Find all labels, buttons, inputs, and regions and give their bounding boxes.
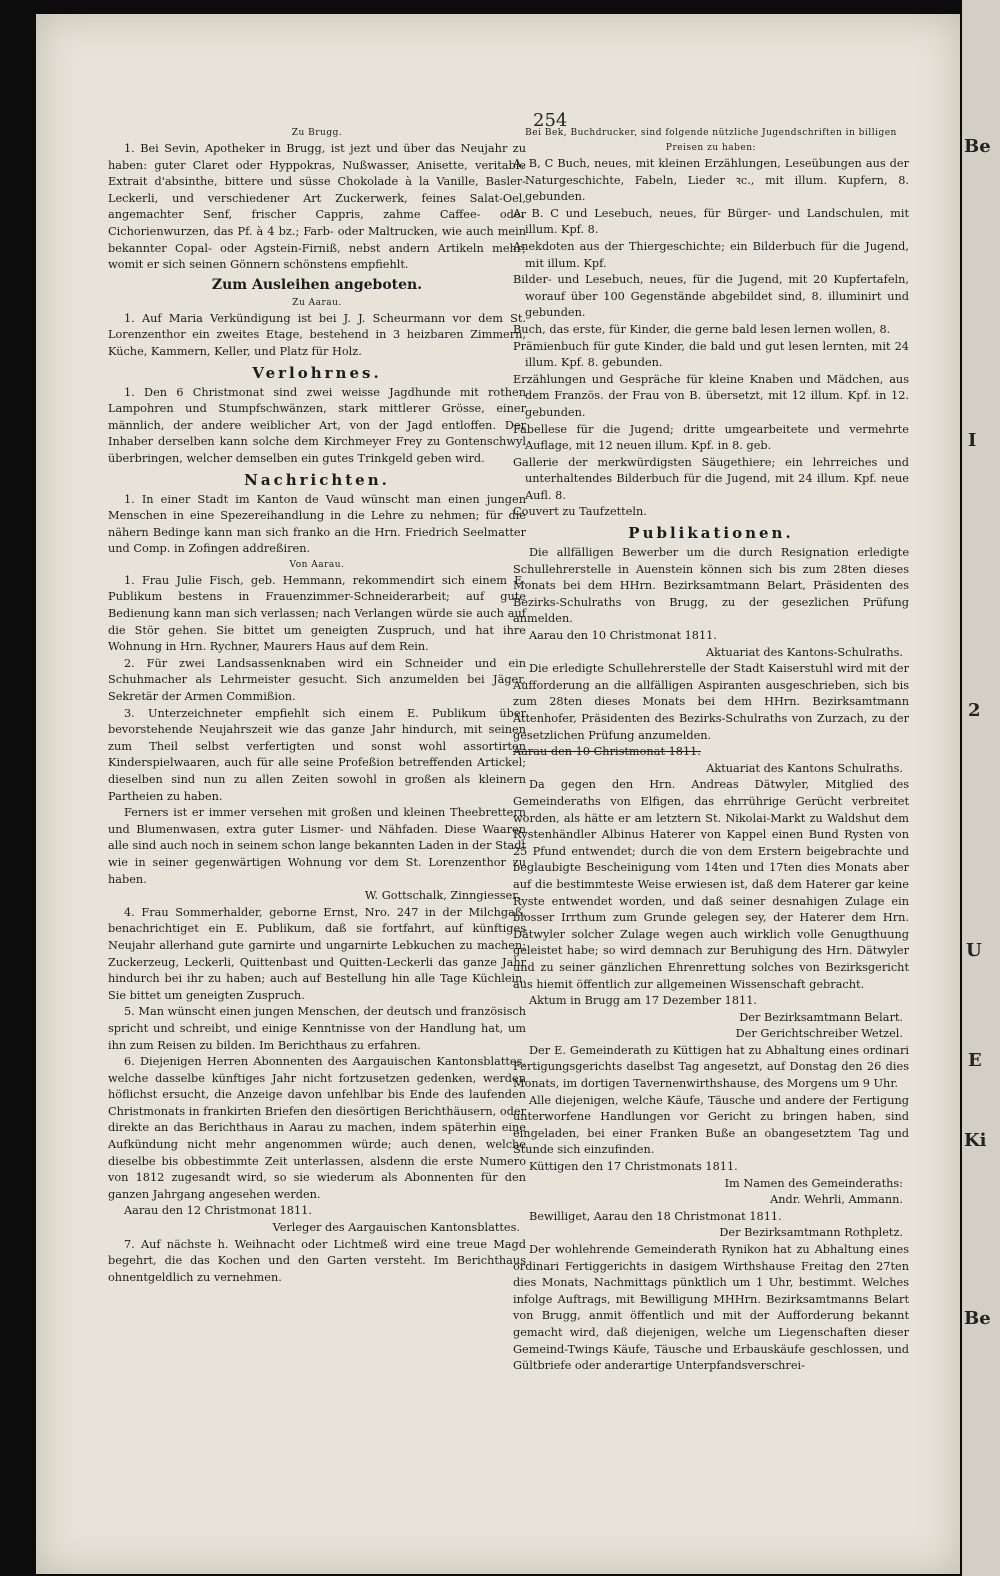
notice-paragraph: 1. In einer Stadt im Kanton de Vaud wünscht man einen jungen Menschen in eine Spezereihandlung in die Lehre zu nehmen; für die nähern Bedinge kann man sich franko an die Hrn. Friedrich Seelmatter und Comp. in Zofingen addreßiren. — [108, 492, 526, 556]
notice-paragraph: Die erledigte Schullehrerstelle der Stadt Kaiserstuhl wird mit der Aufforderung an die allfälligen Aspiranten ausgeschrieben, sich bis zum 28ten dieses Monats bei dem HHrn. Bezirksamtmann Attenhofer, Präsidenten des Bezirks-Schulraths von Zurzach, zu der gesetzlichen Prüfung anzumelden. — [513, 662, 909, 742]
signature-line: Aktuariat des Kantons Schulraths. — [706, 761, 903, 775]
notice-paragraph: Aarau den 12 Christmonat 1811. — [124, 1204, 312, 1218]
notice-paragraph: Aktum in Brugg am 17 Dezember 1811. — [529, 994, 757, 1008]
notice-paragraph: 7. Auf nächste h. Weihnacht oder Lichtmeß wird eine treue Magd begehrt, die das Kochen und den Garten versteht. Im Berichthaus ohnentgeldlich zu vernehmen. — [108, 1237, 526, 1284]
section-locality: Bei Bek, Buchdrucker, sind folgende nützliche Jugendschriften in billigen Preisen zu haben: — [525, 128, 897, 153]
section-locality: Von Aarau. — [289, 559, 345, 570]
notice-paragraph: 1. Bei Sevin, Apotheker in Brugg, ist jezt und über das Neujahr zu haben: guter Claret oder Hyppokras, Nußwasser, Anisette, veritable Extrait d'absinthe, bittere und süsse Chokolade à la Vanille, Basler-Leckerli, und verschiedener Art Zuckerwerk, feines Salat-Oel, angemachter Senf, frischer Cappris, zahme Caffee- oder Cichorienwurzen, das Pf. à 4 bz.; Farb- oder Maltrucken, wie auch mein bekannter Copal- oder Agstein-Firniß, nebst andern Artikeln mehr; womit er sich seinen Gönnern schönstens empfiehlt. — [108, 142, 526, 272]
notice-paragraph: 2. Für zwei Landsassenknaben wird ein Schneider und ein Schuhmacher als Lehrmeister gesucht. Sich anzumelden bei Jäger, Sekretär der Armen Commißion. — [108, 656, 526, 704]
left-column — [108, 126, 526, 1286]
book-list-item: A, B, C Buch, neues, mit kleinen Erzählungen, Leseübungen aus der Naturgeschichte, Fabeln, Lieder ꝛc., mit illum. Kupfern, 8. gebunden. — [513, 157, 909, 204]
notice-paragraph: 4. Frau Sommerhalder, geborne Ernst, Nro. 247 in der Milchgaß, benachrichtiget ein E. Publikum, daß sie fortfahrt, auf künftiges Neujahr allerhand gute garnirte und ungarnirte Lebkuchen zu machen; Zuckerzeug, Leckerli, Quittenbast und Quitten-Leckerli das ganze Jahr hindurch bei ihr zu haben; auch auf Bestellung hin alle Tage Küchlein. Sie bittet um geneigten Zuspruch. — [108, 905, 526, 1002]
notice-paragraph: Küttigen den 17 Christmonats 1811. — [529, 1160, 738, 1174]
section-heading: Publikationen. — [628, 524, 794, 543]
adjacent-page-fragment: E — [968, 1050, 982, 1071]
notice-paragraph: Ferners ist er immer versehen mit großen und kleinen Theebrettern und Blumenwasen, extra guter Lismer- und Nähfaden. Diese Waaren alle sind auch noch in seinem schon lange bekannten Laden in der Stadt wie in seiner gegenwärtigen Wohnung vor dem St. Lorenzenthor zu haben. — [108, 806, 526, 886]
page-number: 254 — [533, 110, 568, 131]
adjacent-page-fragment: U — [966, 940, 982, 961]
notice-paragraph: Alle diejenigen, welche Käufe, Täusche und andere der Fertigung unterworfene Handlungen vor Gericht zu bringen haben, sind eingeladen, bei einer Franken Buße an obangesetztem Tag und Stunde sich einzufinden. — [513, 1093, 909, 1157]
notice-paragraph: Der E. Gemeinderath zu Küttigen hat zu Abhaltung eines ordinari Fertigungsgerichts daselbst Tag angesetzt, auf Donstag den 26 dies Monats, im dortigen Tavernenwirthshause, des Morgens um 9 Uhr. — [513, 1043, 909, 1091]
book-list-item: Anekdoten aus der Thiergeschichte; ein Bilderbuch für die Jugend, mit illum. Kpf. — [513, 239, 909, 270]
book-list-item: Fabellese für die Jugend; dritte umgearbeitete und vermehrte Auflage, mit 12 neuen illum. Kpf. in 8. geb. — [513, 422, 909, 453]
notice-paragraph: Aarau den 10 Christmonat 1811. — [529, 629, 717, 643]
notice-paragraph: Bewilliget, Aarau den 18 Christmonat 1811. — [529, 1209, 782, 1223]
notice-paragraph: Der wohlehrende Gemeinderath Rynikon hat zu Abhaltung eines ordinari Fertiggerichts in dasigem Wirthshause Freitag den 27ten dies Monats, Nachmittags pünktlich um 1 Uhr, bestimmt. Welches infolge Auftrags, mit Bewilligung MHHrn. Bezirksamtmanns Belart von Brugg, anmit öffentlich und mit der Aufforderung bekannt gemacht wird, daß diejenigen, welche um Liegenschaften dieser Gemeind-Twings Käufe, Täusche und Erbauskäufe geschlossen, und Gültbriefe oder anderartige Unterpfandsverschrei- — [513, 1243, 909, 1373]
book-list-item: Couvert zu Taufzetteln. — [513, 505, 647, 519]
book-list-item: Gallerie der merkwürdigsten Säugethiere; ein lehrreiches und unterhaltendes Bilderbuch für die Jugend, mit 24 illum. Kpf. neue Aufl. 8. — [513, 455, 909, 502]
adjacent-page-fragment: 2 — [968, 700, 981, 721]
notice-paragraph: 5. Man wünscht einen jungen Menschen, der deutsch und französisch spricht und schreibt, und einige Kenntnisse von der Handlung hat, um ihn zum Reisen zu bilden. Im Berichthaus zu erfahren. — [108, 1005, 526, 1052]
notice-paragraph: 1. Auf Maria Verkündigung ist bei J. J. Scheurmann vor dem St. Lorenzenthor ein zweites Etage, bestehend in 3 heizbaren Zimmern, Küche, Kammern, Keller, und Platz für Holz. — [108, 311, 526, 358]
signature-line: Der Gerichtschreiber Wetzel. — [735, 1027, 903, 1041]
section-heading: Nachrichten. — [244, 470, 390, 489]
struck-date-line: Aarau den 10 Christmonat 1811. — [513, 745, 701, 759]
signature-line: Der Bezirksamtmann Rothpletz. — [719, 1226, 903, 1240]
notice-paragraph: 6. Diejenigen Herren Abonnenten des Aargauischen Kantonsblattes, welche dasselbe künftiges Jahr nicht fortzusetzen gedenken, werden höflichst ersucht, die Anzeige davon unfehlbar bis Ende des laufenden Christmonats in frankirten Briefen den diesörtigen Berichthäusern, oder direkte an das Berichthaus in Aarau zu machen, indem späterhin eine Aufkündung nicht mehr angenommen würde; auch denen, welche dieselbe bis obbestimmte Zeit unterlassen, alsdenn die erste Numero von 1812 zugesandt wird, so sie wiederum als Abonnenten für den ganzen Jahrgang angesehen werden. — [108, 1055, 526, 1201]
signature-line: Andr. Wehrli, Ammann. — [770, 1193, 903, 1207]
notice-paragraph: 1. Den 6 Christmonat sind zwei weisse Jagdhunde mit rothen Lampohren und Stumpfschwänzen, stark mittlerer Grösse, einer männlich, der andere weiblicher Art, von der Jagd entloffen. Der Inhaber derselben kann solche dem Kirchmeyer Frey zu Gontenschwyl überbringen, welcher demselben ein gutes Trinkgeld geben wird. — [108, 385, 526, 465]
adjacent-page-fragment: Be — [964, 136, 991, 157]
section-heading: Zum Ausleihen angeboten. — [211, 276, 423, 293]
signature-line: W. Gottschalk, Zinngiesser. — [364, 889, 520, 903]
book-list-item: Bilder- und Lesebuch, neues, für die Jugend, mit 20 Kupfertafeln, worauf über 100 Gegenstände abgebildet sind, 8. illuminirt und gebunden. — [513, 273, 909, 320]
right-column — [513, 126, 909, 1375]
notice-paragraph: 3. Unterzeichneter empfiehlt sich einem E. Publikum über bevorstehende Neujahrszeit wie das ganze Jahr hindurch, mit seinen zum Theil selbst verfertigten und sonst wohl assortirten Kinderspielwaaren, auch für alle seine Profeßion betreffenden Artickel; dieselben sind nun zu allen Zeiten sowohl in großen als kleinern Partheien zu haben. — [108, 706, 526, 803]
book-list-item: Prämienbuch für gute Kinder, die bald und gut lesen lernten, mit 24 illum. Kpf. 8. gebunden. — [513, 339, 909, 370]
signature-line: Der Bezirksamtmann Belart. — [739, 1010, 903, 1024]
section-heading: Verlohrnes. — [252, 363, 382, 382]
signature-line: Verleger des Aargauischen Kantonsblattes. — [272, 1221, 520, 1235]
notice-paragraph: Die allfälligen Bewerber um die durch Resignation erledigte Schullehrerstelle in Auenstein können sich bis zum 28ten dieses Monats bei dem HHrn. Bezirksamtmann Belart, Präsidenten des Bezirks-Schulraths von Brugg, zu der gesezlichen Prüfung anmelden. — [513, 546, 909, 626]
adjacent-page-fragment: I — [968, 430, 977, 451]
section-locality: Zu Brugg. — [291, 128, 343, 138]
adjacent-page-edge — [962, 0, 1000, 1576]
notice-paragraph: 1. Frau Julie Fisch, geb. Hemmann, rekommendirt sich einem E. Publikum bestens in Frauenzimmer-Schneiderarbeit; auf gute Bedienung kann man sich verlassen; nach Verlangen würde sie auch auf die Stör gehen. Sie bittet um geneigten Zuspruch, und hat ihre Wohnung in Hrn. Rychner, Maurers Haus auf dem Rein. — [108, 573, 526, 654]
adjacent-page-fragment: Be — [964, 1308, 991, 1329]
signature-line: Im Namen des Gemeinderaths: — [724, 1176, 903, 1190]
notice-paragraph: Da gegen den Hrn. Andreas Dätwyler, Mitglied des Gemeinderaths von Elfigen, das ehrrührige Gerücht verbreitet worden, als hätte er am letztern St. Nikolai-Markt zu Waldshut dem Rystenhändler Albinus Haterer von Kappel einen Bund Rysten von 25 Pfund entwendet; durch die von dem Erstern beigebrachte und beglaubigte Bescheinigung vom 14ten und 17ten dies Monats aber auf die bestimmteste Weise erwiesen ist, daß dem Haterer gar keine Ryste entwendet worden, und daß seiner desnahigen Zulage ein blosser Irrthum zum Grunde gelegen sey, der Haterer dem Hrn. Dätwyler solcher Zulage wegen auch wirklich volle Genugthuung geleistet habe; so wird demnach zur Beruhigung des Hrn. Dätwyler und zu seiner gänzlichen Ehrenrettung solches von Bezirksgericht aus hiemit öffentlich zur allgemeinen Wissenschaft gebracht. — [513, 778, 909, 991]
section-locality: Zu Aarau. — [292, 297, 342, 308]
adjacent-page-fragment: Ki — [964, 1130, 987, 1151]
book-list-item: A. B. C und Lesebuch, neues, für Bürger- und Landschulen, mit illum. Kpf. 8. — [513, 206, 909, 237]
signature-line: Aktuariat des Kantons-Schulraths. — [706, 645, 903, 659]
book-list-item: Erzählungen und Gespräche für kleine Knaben und Mädchen, aus dem Französ. der Frau von B. übersetzt, mit 12 illum. Kpf. in 12. gebunden. — [513, 372, 909, 419]
book-list-item: Buch, das erste, für Kinder, die gerne bald lesen lernen wollen, 8. — [513, 322, 891, 336]
